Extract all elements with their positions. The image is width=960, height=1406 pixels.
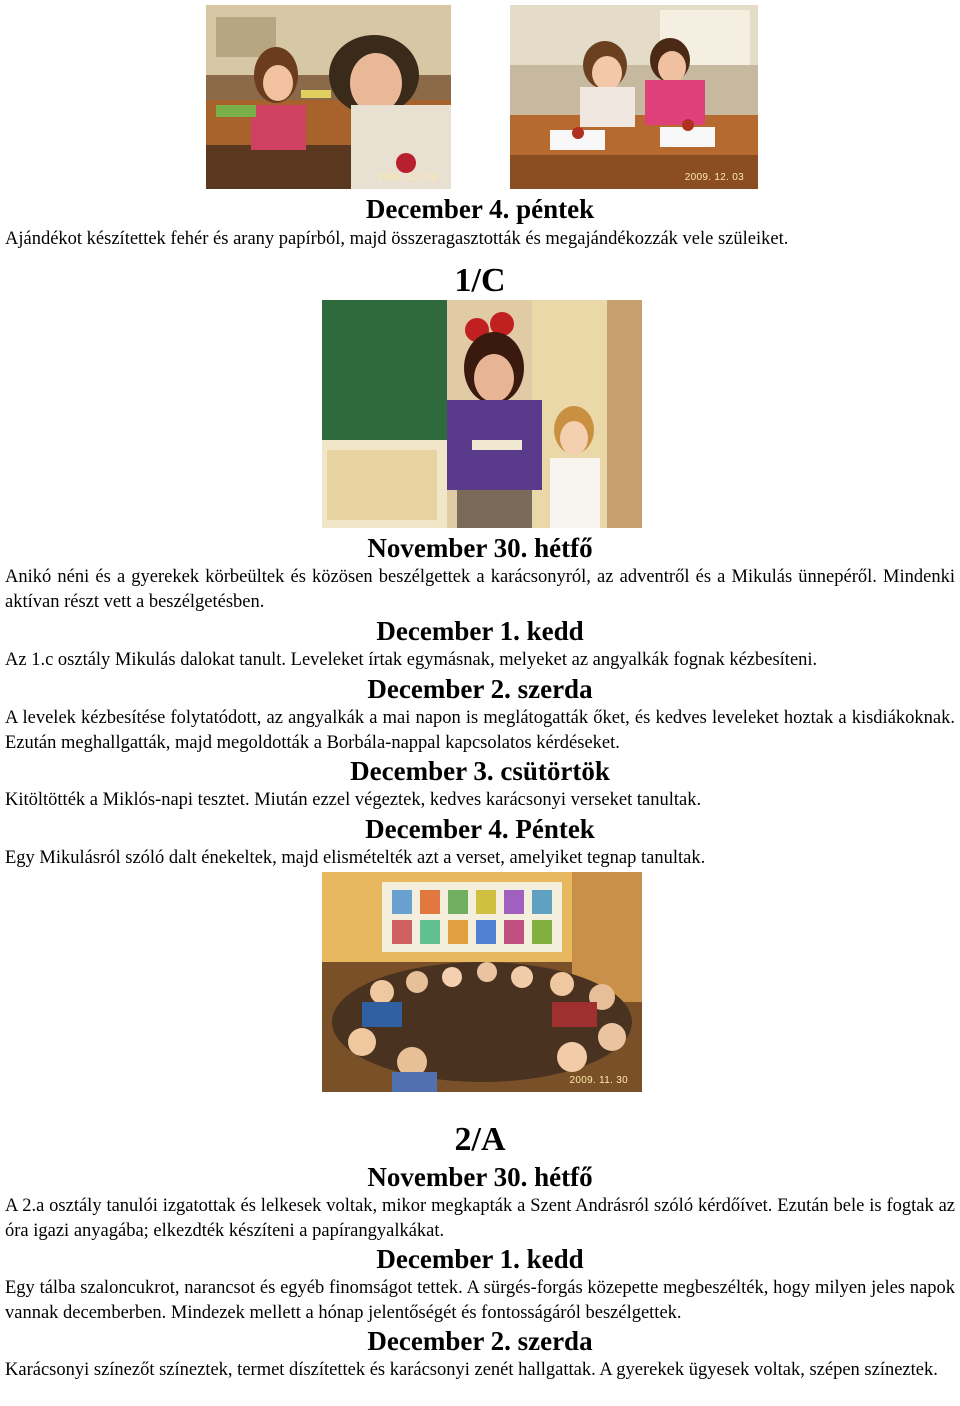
classroom-craft-photo — [206, 5, 451, 189]
entry-heading: December 2. szerda — [367, 1326, 593, 1356]
section-heading: December 4. péntek — [365, 194, 595, 224]
class-title: 2/A — [454, 1121, 506, 1158]
entry-text: Anikó néni és a gyerekek körbeültek és közösen beszélgettek a karácsonyról, az adventről és a Mikulás ünnepéről. Mindenki aktívan részt vett a beszélgetésben. — [5, 567, 955, 612]
children-circle-photo — [322, 872, 642, 1092]
entry-text: Kitöltötték a Miklós-napi tesztet. Miután ezzel végeztek, kedves karácsonyi verseket tanultak. — [5, 790, 702, 810]
entry-heading: November 30. hétfő — [367, 1162, 593, 1192]
class-title: 1/C — [454, 262, 506, 299]
classroom-children-photo — [510, 5, 758, 189]
entry-text: Egy tálba szaloncukrot, narancsot és egyéb finomságot tettek. A sürgés-forgás közepette megbeszélték, hogy milyen jeles napok vannak decemberben. Mindezek mellett a hónap jelentőségét és fontosságáról beszélgettek. — [5, 1278, 955, 1323]
entry-heading: December 1. kedd — [376, 616, 584, 646]
teacher-photo — [322, 300, 642, 528]
entry-text: Karácsonyi színezőt színeztek, termet díszítettek és karácsonyi zenét hallgattak. A gyerekek ügyesek voltak, szépen színeztek. — [5, 1360, 938, 1380]
entry-text: A levelek kézbesítése folytatódott, az angyalkák a mai napon is meglátogatták őket, és kedves leveleket hoztak a kisdiákoknak. Ezután meghallgatták, majd megoldották a Borbála-nappal kapcsolatos kérdéseket. — [5, 708, 955, 753]
photo-classroom-craft-icon — [206, 5, 451, 189]
entry-heading: December 2. szerda — [367, 674, 593, 704]
entry-text: A 2.a osztály tanulói izgatottak és lelkesek voltak, mikor megkapták a Szent Andrásról szóló kérdőívet. Ezután bele is fogtak az óra igazi anyagába; elkezdték készíteni a papírangyalkákat. — [5, 1196, 955, 1241]
photo-date-stamp: 2009. 11. 30 — [569, 1075, 628, 1086]
photo-date-stamp: 2009. 12. 03 — [377, 172, 437, 183]
photo-classroom-children-icon — [510, 5, 758, 189]
section-text: Ajándékot készítettek fehér és arany papírból, majd összeragasztották és megajándékozzák vele szüleiket. — [5, 229, 789, 249]
photo-children-circle-icon — [322, 872, 642, 1092]
entry-text: Az 1.c osztály Mikulás dalokat tanult. Leveleket írtak egymásnak, melyeket az angyalkák fognak kézbesíteni. — [5, 650, 818, 670]
entry-heading: December 4. Péntek — [365, 814, 595, 844]
photo-date-stamp: 2009. 12. 03 — [684, 172, 744, 183]
photo-teacher-talking-icon — [322, 300, 642, 528]
entry-heading: December 3. csütörtök — [350, 756, 610, 786]
entry-heading: December 1. kedd — [376, 1244, 584, 1274]
entry-text: Egy Mikulásról szóló dalt énekeltek, majd elismételték azt a verset, amelyiket tegnap tanultak. — [5, 848, 706, 868]
entry-heading: November 30. hétfő — [367, 533, 593, 563]
